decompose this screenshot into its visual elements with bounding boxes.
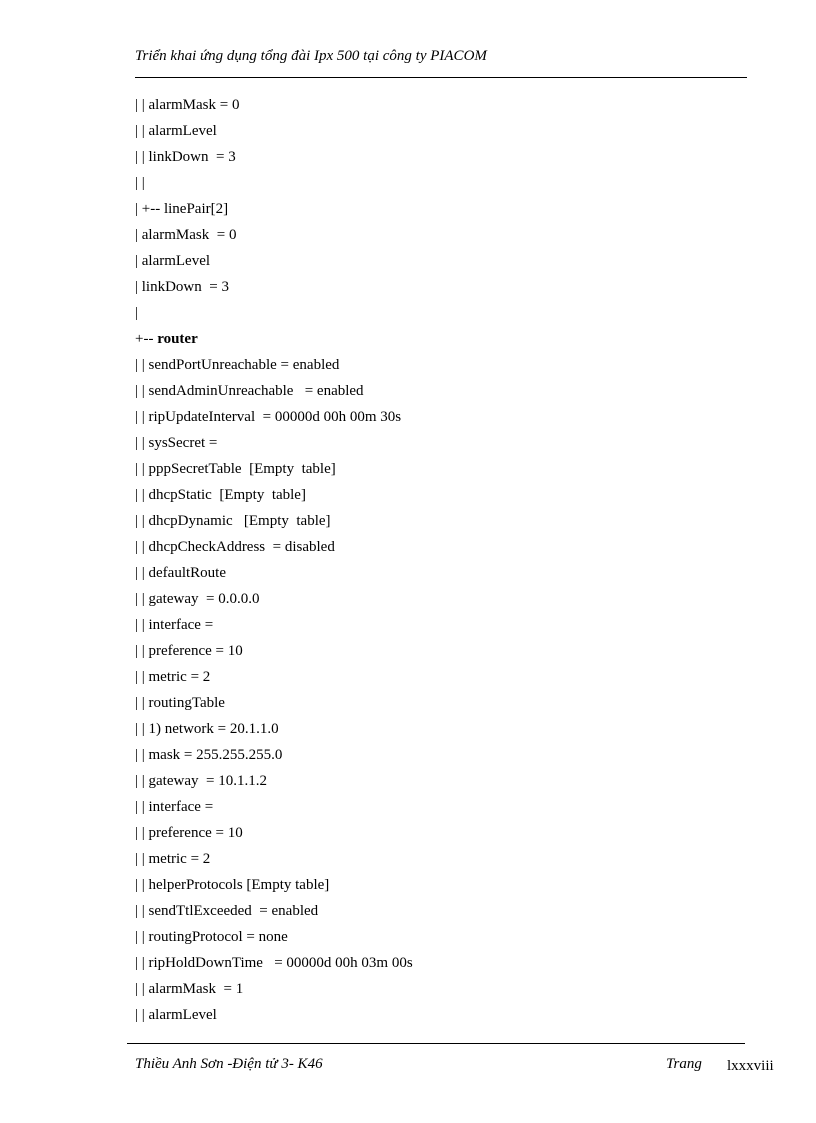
config-line: | alarmMask = 0 xyxy=(135,227,237,243)
header-divider xyxy=(135,77,747,78)
config-line: | +-- linePair[2] xyxy=(135,201,229,217)
config-line: | | dhcpDynamic [Empty table] xyxy=(135,513,331,529)
config-line: | | sendPortUnreachable = enabled xyxy=(135,357,340,373)
config-line: | | xyxy=(135,175,145,191)
config-line: | | defaultRoute xyxy=(135,565,226,581)
config-line: | | alarmMask = 0 xyxy=(135,97,240,113)
config-line: | | preference = 10 xyxy=(135,825,243,841)
config-line: | | ripUpdateInterval = 00000d 00h 00m 30s xyxy=(135,409,402,425)
config-line: | | gateway = 10.1.1.2 xyxy=(135,773,267,789)
router-heading: router xyxy=(157,331,198,347)
config-line: | | metric = 2 xyxy=(135,669,211,685)
config-line: | | gateway = 0.0.0.0 xyxy=(135,591,260,607)
config-line: | | helperProtocols [Empty table] xyxy=(135,877,330,893)
config-line: | | ripHoldDownTime = 00000d 00h 03m 00s xyxy=(135,955,413,971)
config-line: | | pppSecretTable [Empty table] xyxy=(135,461,336,477)
page-header-title: Triển khai ứng dụng tổng đài Ipx 500 tại công ty PIACOM xyxy=(135,48,487,64)
config-line: | alarmLevel xyxy=(135,253,211,269)
config-line: | | routingTable xyxy=(135,695,225,711)
config-line: | | interface = xyxy=(135,799,214,815)
config-line: | | sysSecret = xyxy=(135,435,218,451)
router-prefix: +-- xyxy=(135,331,158,347)
config-line: | | preference = 10 xyxy=(135,643,243,659)
config-listing xyxy=(135,92,413,1028)
config-line: | | dhcpStatic [Empty table] xyxy=(135,487,306,503)
config-line: | | 1) network = 20.1.1.0 xyxy=(135,721,279,737)
config-line: | | alarmLevel xyxy=(135,123,217,139)
config-line: | | sendAdminUnreachable = enabled xyxy=(135,383,364,399)
footer-page-label: Trang xyxy=(666,1056,702,1072)
config-line: | xyxy=(135,305,139,321)
config-line: | | sendTtlExceeded = enabled xyxy=(135,903,319,919)
config-line: | | routingProtocol = none xyxy=(135,929,288,945)
config-line: | | metric = 2 xyxy=(135,851,211,867)
config-line-router xyxy=(135,326,413,352)
config-line: | | dhcpCheckAddress = disabled xyxy=(135,539,335,555)
config-line: | | interface = xyxy=(135,617,214,633)
config-line: | | alarmMask = 1 xyxy=(135,981,244,997)
config-line: | | linkDown = 3 xyxy=(135,149,236,165)
footer-divider xyxy=(127,1043,745,1044)
page-number: lxxxviii xyxy=(727,1058,774,1074)
config-line: | | alarmLevel xyxy=(135,1007,217,1023)
config-line: | | mask = 255.255.255.0 xyxy=(135,747,283,763)
footer-author: Thiều Anh Sơn -Điện tử 3- K46 xyxy=(135,1056,323,1072)
config-line: | linkDown = 3 xyxy=(135,279,229,295)
